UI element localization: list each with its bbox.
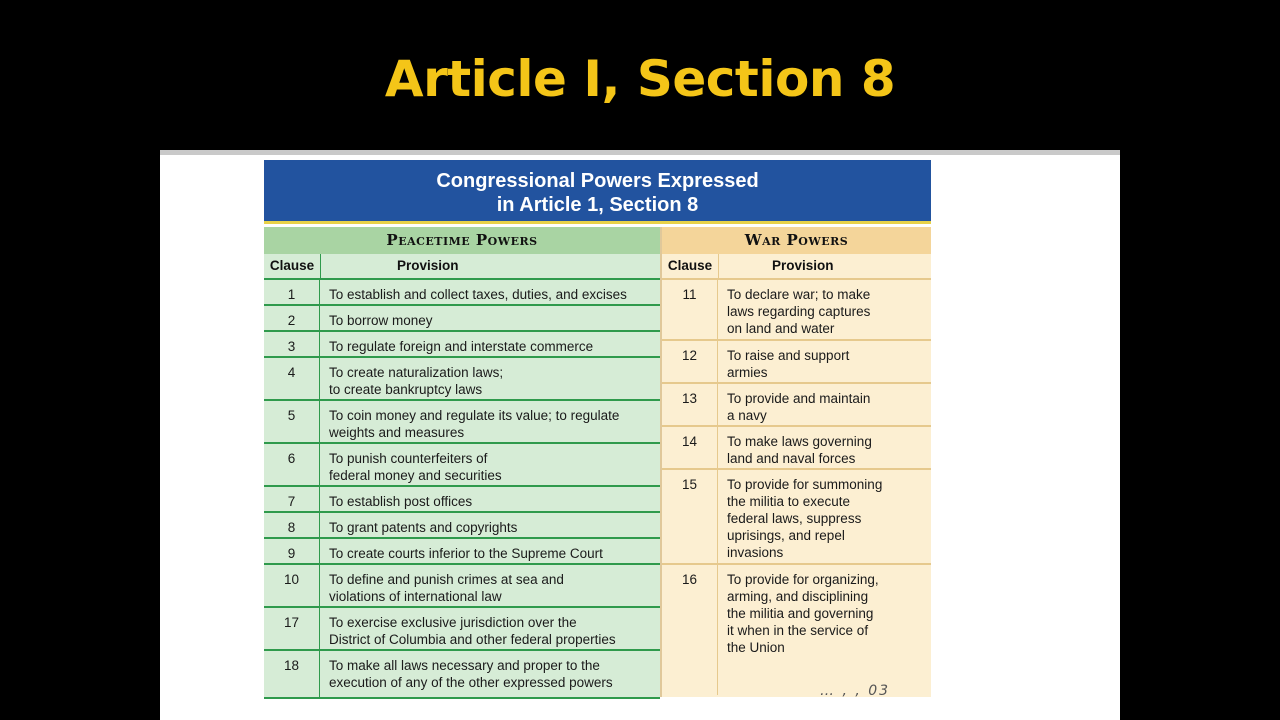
table-row: [662, 565, 931, 695]
provision-text: To coin money and regulate its value; to regulate weights and measures: [329, 408, 620, 440]
clause-number: 7: [264, 487, 320, 511]
provision-text: To grant patents and copyrights: [329, 520, 518, 535]
peacetime-rows: [264, 280, 660, 699]
provision-text: To exercise exclusive jurisdiction over the District of Columbia and other federal properties: [329, 615, 616, 647]
provision-text: To provide and maintain a navy: [727, 391, 871, 423]
table-row: [662, 427, 931, 470]
table-row: [662, 470, 931, 565]
clause-number: 10: [264, 565, 320, 606]
clause-number: 14: [662, 427, 718, 468]
powers-table-figure: [264, 160, 931, 697]
clause-column-header: Clause: [264, 254, 321, 278]
clause-number: 1: [264, 280, 320, 304]
provision-text: To borrow money: [329, 313, 433, 328]
clause-number: 11: [662, 280, 718, 339]
table-row: [264, 565, 660, 608]
table-row: [264, 444, 660, 487]
provision-text: To create courts inferior to the Supreme Court: [329, 546, 603, 561]
table-row: [264, 651, 660, 699]
provision-text: To create naturalization laws; to create bankruptcy laws: [329, 365, 504, 397]
table-row: [264, 401, 660, 444]
provision-text: To define and punish crimes at sea and violations of international law: [329, 572, 564, 604]
clause-number: 17: [264, 608, 320, 649]
clause-number: 4: [264, 358, 320, 399]
table-row: [264, 358, 660, 401]
provision-text: To punish counterfeiters of federal money and securities: [329, 451, 502, 483]
table-row: [662, 341, 931, 384]
table-row: [264, 608, 660, 651]
clause-number: 2: [264, 306, 320, 330]
peacetime-powers-heading: Peacetime Powers: [264, 227, 660, 254]
provision-text: To establish post offices: [329, 494, 473, 509]
clause-number: 18: [264, 651, 320, 697]
provision-text: To provide for summoning the militia to execute federal laws, suppress uprisings, and repel invasions: [727, 477, 883, 560]
clause-number: 15: [662, 470, 718, 563]
provision-column-header: Provision: [772, 258, 834, 273]
provision-text: To provide for organizing, arming, and disciplining the militia and governing it when in the service of the Union: [727, 572, 879, 655]
clause-number: 6: [264, 444, 320, 485]
clause-number: 5: [264, 401, 320, 442]
table-row: [264, 306, 660, 332]
clause-number: 3: [264, 332, 320, 356]
war-rows: [662, 280, 931, 695]
provision-text: To raise and support armies: [727, 348, 850, 380]
provision-text: To establish and collect taxes, duties, and excises: [329, 287, 627, 302]
clause-number: 8: [264, 513, 320, 537]
footer-fragment: … , , 03: [820, 683, 891, 699]
table-row: [264, 280, 660, 306]
table-title-line-2: in Article 1, Section 8: [496, 194, 699, 216]
provision-text: To make all laws necessary and proper to the execution of any of the other expressed powers: [329, 658, 613, 690]
war-powers-section: [660, 227, 931, 697]
war-powers-heading: War Powers: [662, 227, 931, 254]
clause-number: 12: [662, 341, 718, 382]
peacetime-powers-section: [264, 227, 660, 697]
clause-number: 16: [662, 565, 718, 695]
provision-text: To declare war; to make laws regarding captures on land and water: [727, 287, 871, 336]
peacetime-column-header: [264, 254, 660, 280]
war-column-header: [662, 254, 931, 280]
clause-number: 13: [662, 384, 718, 425]
clause-number: 9: [264, 539, 320, 563]
table-row: [264, 487, 660, 513]
provision-column-header: Provision: [397, 258, 459, 273]
table-row: [662, 384, 931, 427]
clause-column-header: Clause: [662, 254, 719, 278]
table-banner: [264, 160, 931, 224]
table-row: [264, 332, 660, 358]
table-title-line-1: Congressional Powers Expressed: [436, 170, 759, 192]
provision-text: To regulate foreign and interstate commerce: [329, 339, 594, 354]
slide-title: Article I, Section 8: [384, 50, 896, 108]
table-row: [264, 539, 660, 565]
table-row: [264, 513, 660, 539]
provision-text: To make laws governing land and naval forces: [727, 434, 872, 466]
table-row: [662, 280, 931, 341]
